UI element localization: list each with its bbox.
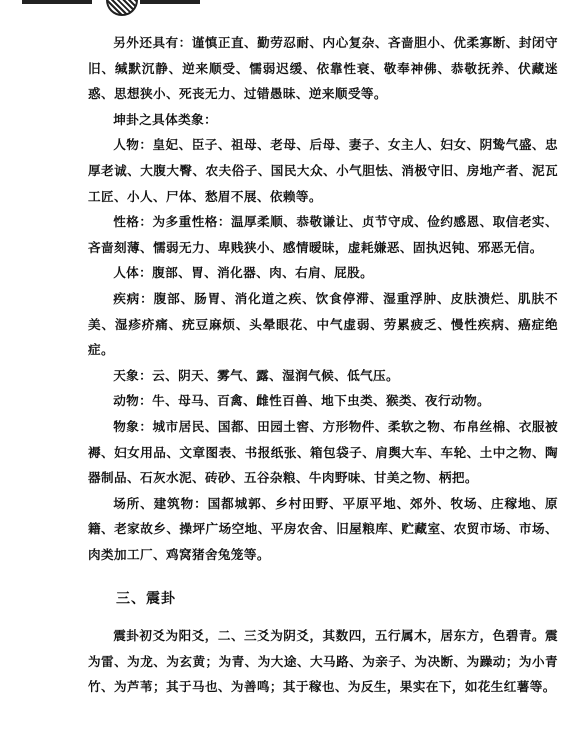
- page-header-logo: [22, 0, 212, 12]
- paragraph-kun-disease: 疾病：腹部、肠胃、消化道之疾、饮食停滞、湿重浮肿、皮肤溃烂、肌肤不美、湿疹疥痛、疣豆麻烦、头晕眼花、中气虚弱、劳累疲乏、慢性疾病、癌症绝症。: [88, 290, 558, 358]
- paragraph-kun-animals: 动物：牛、母马、百禽、雌性百兽、地下虫类、猴类、夜行动物。: [113, 393, 491, 409]
- paragraph-kun-character: 性格：为多重性格：温厚柔顺、恭敬谦让、贞节守成、俭约感恩、取信老实、吝啬刻薄、懦弱无力、卑贱狭小、感情暧昧，虚耗嫌恶、固执迟钝、邪恶无信。: [88, 214, 558, 255]
- paragraph-kun-objects: 物象：城市居民、国都、田园土窖、方形物件、柔软之物、布帛丝棉、衣服被褥、妇女用品、文章图表、书报纸张、箱包袋子、肩舆大车、车轮、土中之物、陶器制品、石灰水泥、砖砂、五谷杂粮、牛肉野味、甘美之物、柄把。: [88, 418, 558, 486]
- paragraph-kun-heading: 坤卦之具体类象：: [113, 111, 218, 127]
- header-bar-right: [140, 0, 200, 4]
- seal-icon: [106, 0, 138, 16]
- paragraph-kun-persons: 人物：皇妃、臣子、祖母、老母、后母、妻子、女主人、妇女、阴鸷气盛、忠厚老诚、大腹大臀、农夫俗子、国民大众、小气胆怯、消极守旧、房地产者、泥瓦工匠、小人、尸体、愁眉不展、依赖等。: [88, 137, 558, 204]
- paragraph-kun-traits: 另外还具有：谨慎正直、勤劳忍耐、内心复杂、吝啬胆小、优柔寡断、封闭守旧、缄默沉静、逆来顺受、懦弱迟缓、依靠性衰、敬奉神佛、恭敬抚养、伏藏迷惑、思想狭小、死丧无力、过错愚昧、逆来顺受等。: [88, 35, 558, 102]
- paragraph-kun-places: 场所、建筑物：国都城郭、乡村田野、平原平地、郊外、牧场、庄稼地、原籍、老家故乡、操坪广场空地、平房农舍、旧屋粮库、贮藏室、农贸市场、市场、肉类加工厂、鸡窝猪舍兔笼等。: [88, 495, 558, 562]
- paragraph-zhen-intro: 震卦初爻为阳爻，二、三爻为阴爻，其数四，五行属木，居东方，色碧青。震为雷、为龙、为玄黄；为青、为大途、大马路、为亲子、为决断、为躁动；为小青竹、为芦苇；其于马也、为善鸣；其于稼也、为反生，果实在下，如花生红薯等。: [88, 628, 558, 695]
- paragraph-kun-weather: 天象：云、阴天、雾气、露、湿润气候、低气压。: [113, 367, 400, 383]
- header-bar-left: [22, 0, 92, 4]
- paragraph-kun-body: 人体：腹部、胃、消化器、肉、右肩、屁股。: [113, 265, 374, 281]
- section-heading: 三、震卦: [116, 591, 176, 608]
- text-body: [88, 30, 558, 700]
